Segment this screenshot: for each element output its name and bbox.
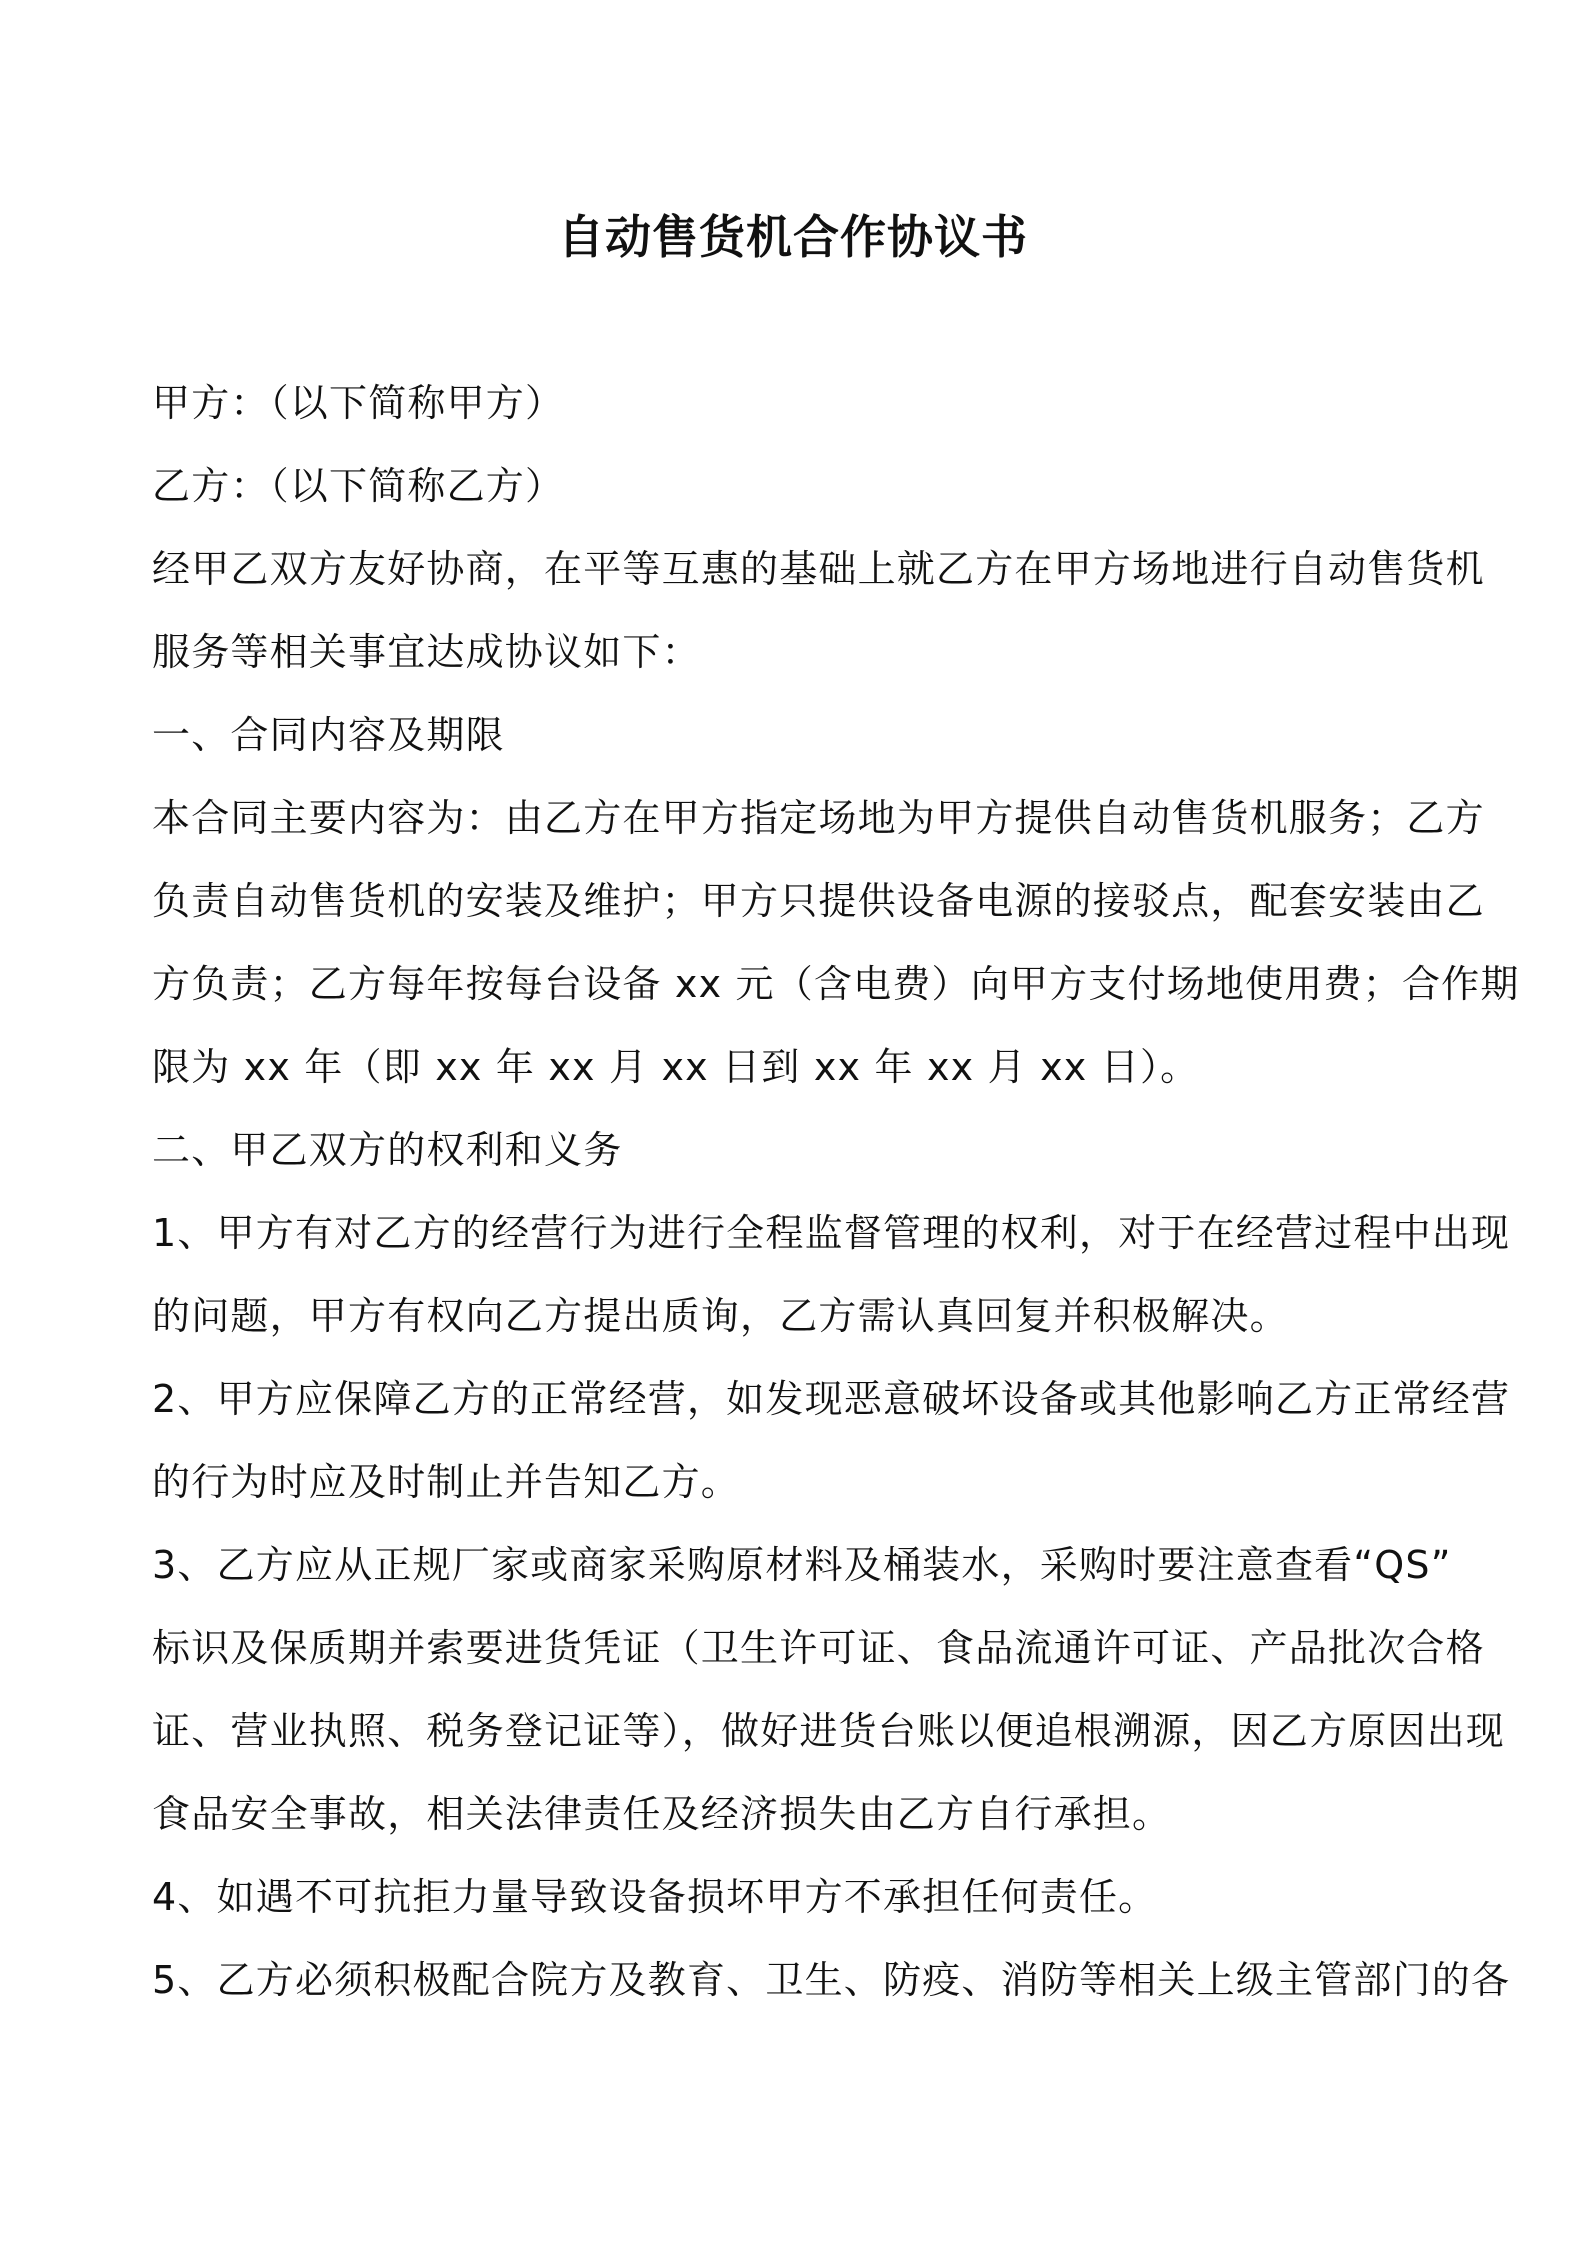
paragraph-line: 本合同主要内容为：由乙方在甲方指定场地为甲方提供自动售货机服务；乙方 (152, 796, 1485, 840)
party-a-line: 甲方：（以下简称甲方） (152, 381, 565, 425)
clause-line: 1、甲方有对乙方的经营行为进行全程监督管理的权利，对于在经营过程中出现 (152, 1211, 1511, 1255)
document-body (152, 362, 1520, 2022)
clause-line: 4、如遇不可抗拒力量导致设备损坏甲方不承担任何责任。 (152, 1875, 1158, 1919)
clause-line: 5、乙方必须积极配合院方及教育、卫生、防疫、消防等相关上级主管部门的各 (152, 1958, 1511, 2002)
party-b-line: 乙方：（以下简称乙方） (152, 464, 565, 508)
clause-line: 食品安全事故，相关法律责任及经济损失由乙方自行承担。 (152, 1792, 1172, 1836)
clause-line: 的行为时应及时制止并告知乙方。 (152, 1460, 741, 1504)
clause-line: 3、乙方应从正规厂家或商家采购原材料及桶装水，采购时要注意查看“QS” (152, 1543, 1452, 1587)
clause-line: 证、营业执照、税务登记证等），做好进货台账以便追根溯源，因乙方原因出现 (152, 1709, 1506, 1753)
preamble-line: 经甲乙双方友好协商，在平等互惠的基础上就乙方在甲方场地进行自动售货机 (152, 547, 1485, 591)
paragraph-line: 方负责；乙方每年按每台设备 xx 元（含电费）向甲方支付场地使用费；合作期 (152, 962, 1520, 1006)
clause-line: 标识及保质期并索要进货凭证（卫生许可证、食品流通许可证、产品批次合格 (152, 1626, 1485, 1670)
clause-line: 的问题，甲方有权向乙方提出质询，乙方需认真回复并积极解决。 (152, 1294, 1289, 1338)
paragraph-line: 负责自动售货机的安装及维护；甲方只提供设备电源的接驳点，配套安装由乙 (152, 879, 1485, 923)
document-title: 自动售货机合作协议书 (558, 209, 1028, 264)
paragraph-line: 限为 xx 年（即 xx 年 xx 月 xx 日到 xx 年 xx 月 xx 日）。 (152, 1045, 1200, 1089)
clause-line: 2、甲方应保障乙方的正常经营，如发现恶意破坏设备或其他影响乙方正常经营 (152, 1377, 1511, 1421)
section-heading: 二、甲乙双方的权利和义务 (152, 1128, 623, 1172)
preamble-line: 服务等相关事宜达成协议如下： (152, 630, 701, 674)
section-heading: 一、合同内容及期限 (152, 713, 505, 757)
